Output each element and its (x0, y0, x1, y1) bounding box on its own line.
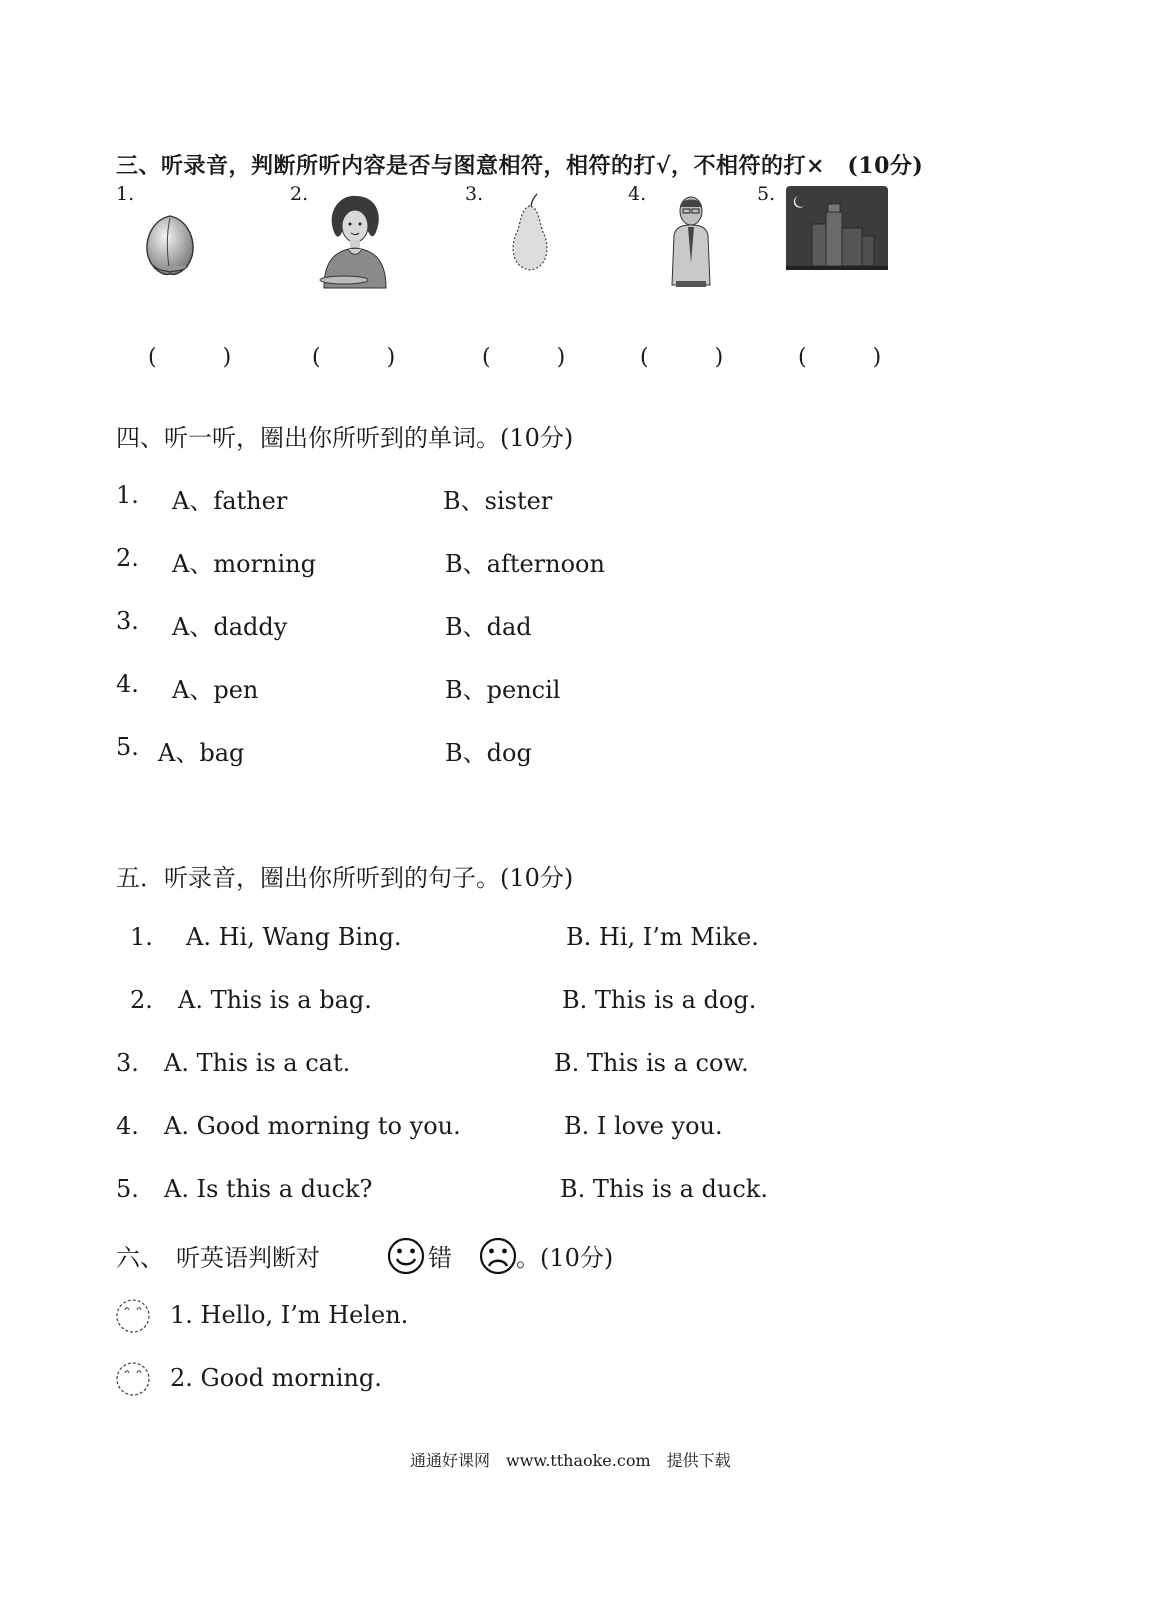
item-number: 5. (757, 183, 776, 205)
option-b[interactable]: B. This is a cow. (554, 1049, 749, 1077)
option-b[interactable]: B、dad (445, 613, 532, 641)
item-number: 3. (465, 183, 484, 205)
blank-face-icon[interactable] (114, 1360, 152, 1398)
option-a[interactable]: A. Is this a duck? (164, 1175, 373, 1203)
answer-blank[interactable]: ( ) (482, 345, 566, 370)
option-a[interactable]: A、father (172, 487, 288, 515)
section6-title-prefix: 六、 听英语判断对 (116, 1244, 320, 1272)
answer-blank[interactable]: ( ) (312, 345, 396, 370)
answer-blank[interactable]: ( ) (148, 345, 232, 370)
row-number: 4. (116, 1112, 139, 1140)
item-number: 4. (628, 183, 647, 205)
statement-text: 1. Hello, I’m Helen. (170, 1301, 409, 1329)
man-icon (668, 193, 714, 289)
woman-icon (310, 192, 400, 290)
footer-text: 通通好课网 www.tthaoke.com 提供下载 (410, 1451, 731, 1470)
option-a[interactable]: A、pen (172, 676, 259, 704)
option-a[interactable]: A、bag (158, 739, 245, 767)
option-a[interactable]: A、daddy (172, 613, 288, 641)
night-city-icon (782, 184, 892, 274)
option-a[interactable]: A. Hi, Wang Bing. (186, 923, 402, 951)
option-b[interactable]: B、sister (443, 487, 553, 515)
row-number: 5. (116, 733, 139, 761)
peach-icon (140, 210, 200, 280)
wrong-label: 错 (428, 1244, 452, 1272)
frown-face-icon (478, 1236, 518, 1276)
option-b[interactable]: B. Hi, I’m Mike. (566, 923, 759, 951)
option-b[interactable]: B、pencil (445, 676, 561, 704)
item-number: 2. (290, 183, 309, 205)
answer-blank[interactable]: ( ) (798, 345, 882, 370)
row-number: 1. (116, 481, 139, 509)
answer-blank[interactable]: ( ) (640, 345, 724, 370)
option-a[interactable]: A. This is a bag. (178, 986, 372, 1014)
item-number: 1. (116, 183, 135, 205)
row-number: 2. (116, 544, 139, 572)
row-number: 5. (116, 1175, 139, 1203)
option-b[interactable]: B. This is a duck. (560, 1175, 768, 1203)
smiley-face-icon (386, 1236, 426, 1276)
blank-face-icon[interactable] (114, 1297, 152, 1335)
section3-title: 三、听录音，判断所听内容是否与图意相符，相符的打√，不相符的打× (10分) (116, 153, 924, 179)
section6-title-suffix: 。(10分) (516, 1244, 614, 1272)
option-b[interactable]: B、afternoon (445, 550, 605, 578)
row-number: 2. (130, 986, 153, 1014)
section5-title: 五．听录音，圈出你所听到的句子。(10分) (116, 864, 574, 892)
option-a[interactable]: A. Good morning to you. (164, 1112, 461, 1140)
option-b[interactable]: B. I love you. (564, 1112, 723, 1140)
row-number: 1. (130, 923, 153, 951)
option-a[interactable]: A、morning (172, 550, 316, 578)
option-b[interactable]: B、dog (445, 739, 532, 767)
row-number: 3. (116, 1049, 139, 1077)
section4-title: 四、听一听，圈出你所听到的单词。(10分) (116, 424, 574, 452)
statement-text: 2. Good morning. (170, 1364, 382, 1392)
row-number: 4. (116, 670, 139, 698)
option-a[interactable]: A. This is a cat. (164, 1049, 351, 1077)
row-number: 3. (116, 607, 139, 635)
option-b[interactable]: B. This is a dog. (562, 986, 757, 1014)
pear-icon (505, 192, 555, 274)
